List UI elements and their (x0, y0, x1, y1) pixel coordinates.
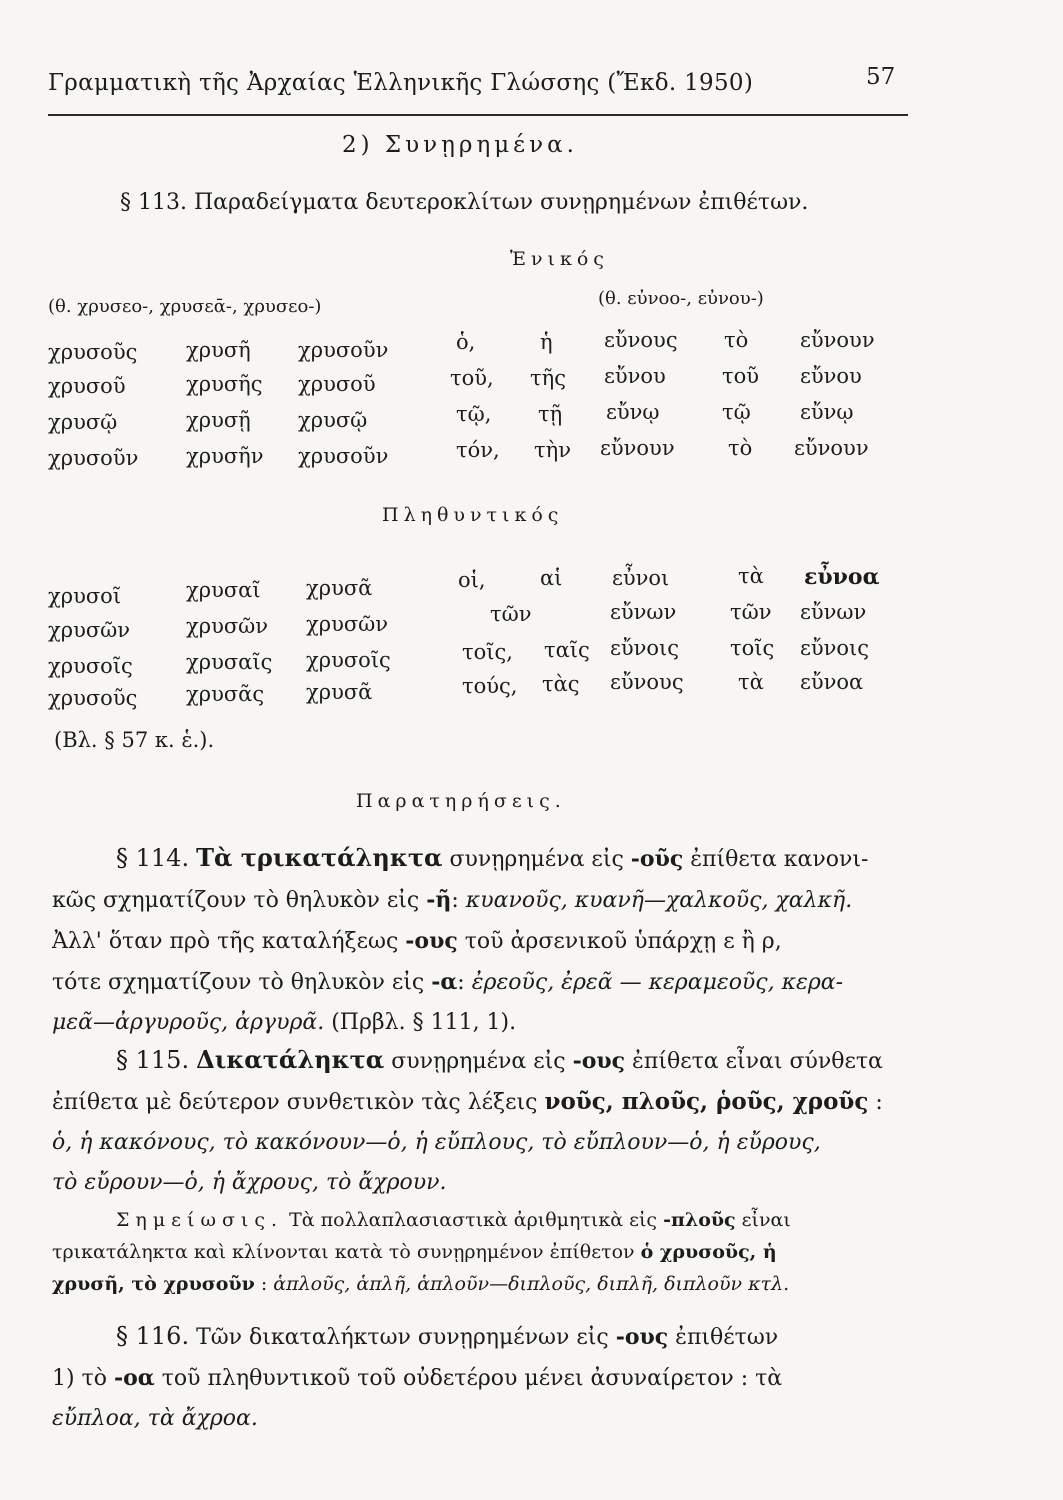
text-run: Τῶν δικαταλήκτων συνῃρημένων εἰς (189, 1325, 616, 1350)
running-header-title: Γραμματικὴ τῆς Ἀρχαίας Ἑλληνικῆς Γλώσσης (Ἔκδ. 1950) (48, 70, 754, 96)
table-cell: εὖνοι (612, 566, 670, 590)
paragraph-114 (52, 838, 932, 1043)
suffix: -οα (113, 1365, 155, 1391)
table-cell: εὔνουν (794, 436, 869, 460)
text-run: (Πρβλ. § 111, 1). (324, 1010, 517, 1035)
table-cell: τῆς (530, 366, 566, 390)
example-text: ἐρεοῦς, ἐρεᾶ — κεραμεοῦς, κερα- (471, 970, 844, 995)
table-cell: τοῦ (722, 364, 760, 388)
table-cell: χρυσῆ (186, 338, 251, 362)
table-cell: χρυσοῖς (306, 648, 391, 672)
table-cell: τῷ, (456, 402, 492, 426)
table-cell: τόν, (456, 438, 500, 462)
table-cell: χρυσᾶ (306, 576, 373, 600)
lead-phrase: Δικατάληκτα (196, 1045, 385, 1074)
table-cell: χρυσῷ (48, 410, 118, 434)
suffix: -ους (572, 1048, 626, 1074)
note-label: Σημείωσις. (116, 1209, 284, 1231)
text-run: κῶς σχηματίζουν τὸ θηλυκὸν εἰς (52, 888, 427, 913)
table-cell: χρυσῆς (186, 372, 263, 396)
text-run: ἐπίθετα μὲ δεύτερον συνθετικὸν τὰς λέξεις (52, 1090, 545, 1115)
paragraph-number: § 114. (116, 844, 190, 872)
example-text: ὁ, ἡ κακόνους, τὸ κακόνουν—ὁ, ἡ εὔπλους, τὸ εὔπλουν—ὁ, ἡ εὔρους, (52, 1130, 821, 1155)
table-cell: εὔνῳ (800, 400, 854, 424)
table-cell: εὔνου (604, 364, 666, 388)
key-words: νοῦς, πλοῦς, ῥοῦς, χροῦς (544, 1088, 869, 1115)
table-cell: χρυσοῦ (298, 372, 376, 396)
stem-left: (θ. χρυσεο-, χρυσεᾱ-, χρυσεο-) (48, 296, 322, 317)
text-run: Τὰ πολλαπλασιαστικὰ ἀριθμητικὰ εἰς (283, 1209, 664, 1231)
paragraph-113-heading: § 113. Παραδείγματα δευτεροκλίτων συνῃρημένων ἐπιθέτων. (120, 190, 809, 215)
table-cell: εὖνοα (804, 564, 880, 590)
stem-right: (θ. εὐνοο-, εὐνου-) (598, 288, 764, 309)
table-cell: τοῦ, (450, 366, 494, 390)
example-text: τὸ εὔρουν—ὁ, ἡ ἄχρους, τὸ ἄχρουν. (52, 1170, 447, 1195)
table-cell: αἱ (540, 566, 563, 590)
plural-label: Πληθυντικός (382, 504, 564, 526)
table-cell: χρυσῶν (306, 612, 389, 636)
table-cell: τούς, (462, 674, 518, 698)
table-cell: χρυσῶν (186, 614, 269, 638)
text-run: τότε σχηματίζουν τὸ θηλυκὸν εἰς (52, 970, 432, 995)
text-run: : (254, 1273, 274, 1295)
text-run: εἶναι (735, 1209, 791, 1231)
table-cell: ὁ, (456, 330, 476, 354)
table-cell: χρυσοῦν (298, 444, 389, 468)
text-run: ἐπίθετα κανονι- (683, 847, 869, 872)
example-text: κυανοῦς, κυανῆ—χαλκοῦς, χαλκῆ. (465, 888, 853, 913)
table-cell: τὰς (542, 672, 580, 696)
table-cell: χρυσῇ (186, 408, 251, 432)
table-cell: χρυσοῖ (48, 584, 122, 608)
table-cell: εὔνῳ (606, 400, 660, 424)
text-run: : (457, 970, 472, 995)
table-cell: χρυσοῖς (48, 654, 133, 678)
table-cell: εὔνων (800, 600, 867, 624)
table-cell: εὔνοα (800, 670, 864, 694)
table-cell: ἡ (540, 330, 553, 354)
paragraph-116 (52, 1316, 932, 1439)
table-cell: χρυσοῦς (48, 686, 138, 710)
text-run: : (868, 1090, 883, 1115)
table-cell: εὔνους (604, 328, 678, 352)
table-cell: τῇ (538, 402, 563, 426)
table-cell: χρυσῷ (298, 408, 368, 432)
section-title: 2) Συνῃρημένα. (342, 132, 578, 158)
table-cell: χρυσαῖ (186, 578, 261, 602)
suffix: -α (431, 969, 458, 995)
suffix: -ους (405, 928, 458, 954)
text-run: ἐπιθέτων (668, 1325, 779, 1350)
example-text: ἁπλοῦς, ἁπλῆ, ἁπλοῦν—διπλοῦς, διπλῆ, διπλοῦν κτλ. (273, 1273, 790, 1295)
suffix: -οῦς (630, 846, 684, 872)
text-run: τοῦ ἀρσενικοῦ ὑπάρχῃ ε ἢ ρ, (457, 929, 782, 954)
suffix: -πλοῦς (663, 1209, 736, 1231)
plural-reference: (Βλ. § 57 κ. ἑ.). (54, 728, 215, 752)
table-cell: χρυσοῦς (48, 340, 138, 364)
table-cell: τῷ (722, 400, 751, 424)
header-rule (48, 114, 908, 116)
text-run: 1) τὸ (52, 1366, 114, 1391)
paragraph-number: § 115. (116, 1046, 190, 1074)
lead-phrase: Τὰ τρικατάληκτα (196, 843, 443, 872)
example-text: μεᾶ—ἀργυροῦς, ἀργυρᾶ. (52, 1010, 325, 1035)
text-run: ἐπίθετα εἶναι σύνθετα (625, 1049, 883, 1074)
note-block (52, 1204, 932, 1300)
table-cell: τῶν (490, 602, 532, 626)
bold-example: χρυσῆ, τὸ χρυσοῦν (52, 1273, 255, 1295)
table-cell: χρυσοῦν (298, 338, 389, 362)
remarks-title: Παρατηρήσεις. (356, 790, 566, 812)
table-cell: τὰ (738, 564, 764, 588)
table-cell: τοῖς (730, 636, 775, 660)
table-cell: χρυσῆν (186, 444, 264, 468)
table-cell: εὔνοις (610, 636, 680, 660)
table-cell: εὔνων (610, 600, 677, 624)
page-number: 57 (866, 64, 896, 90)
text-run: συνῃρημένα εἰς (384, 1049, 573, 1074)
table-cell: εὔνου (800, 364, 862, 388)
table-cell: ταῖς (544, 638, 590, 662)
table-cell: χρυσᾶς (186, 682, 265, 706)
text-run: : (451, 888, 466, 913)
table-cell: εὔνουν (800, 328, 875, 352)
table-cell: τὰ (738, 670, 764, 694)
paragraph-number: § 116. (116, 1322, 190, 1350)
table-cell: χρυσοῦν (48, 446, 139, 470)
table-cell: χρυσαῖς (186, 650, 273, 674)
text-run: τρικατάληκτα καὶ κλίνονται κατὰ τὸ συνῃρημένον ἐπίθετον (52, 1241, 641, 1263)
table-cell: οἱ, (458, 568, 486, 592)
table-cell: χρυσοῦ (48, 374, 126, 398)
bold-example: ὁ χρυσοῦς, ἡ (640, 1241, 777, 1263)
table-cell: τὴν (534, 438, 571, 462)
table-cell: τὸ (728, 436, 753, 460)
table-cell: εὔνουν (600, 436, 675, 460)
suffix: -ους (615, 1324, 669, 1350)
singular-label: Ἑνικός (510, 248, 609, 270)
table-cell: τοῖς, (462, 640, 513, 664)
table-cell: εὔνους (610, 670, 684, 694)
table-cell: τὸ (724, 328, 749, 352)
example-text: εὔπλοα, τὰ ἄχροα. (52, 1406, 258, 1431)
table-cell: χρυσᾶ (306, 680, 373, 704)
table-cell: χρυσῶν (48, 618, 131, 642)
suffix: -ῆ (426, 887, 452, 913)
paragraph-115 (52, 1040, 932, 1203)
text-run: Ἀλλ' ὅταν πρὸ τῆς καταλήξεως (52, 929, 406, 954)
text-run: συνῃρημένα εἰς (442, 847, 631, 872)
table-cell: τῶν (730, 600, 772, 624)
text-run: τοῦ πληθυντικοῦ τοῦ οὐδετέρου μένει ἀσυναίρετον : τὰ (154, 1366, 783, 1391)
table-cell: εὔνοις (800, 636, 870, 660)
